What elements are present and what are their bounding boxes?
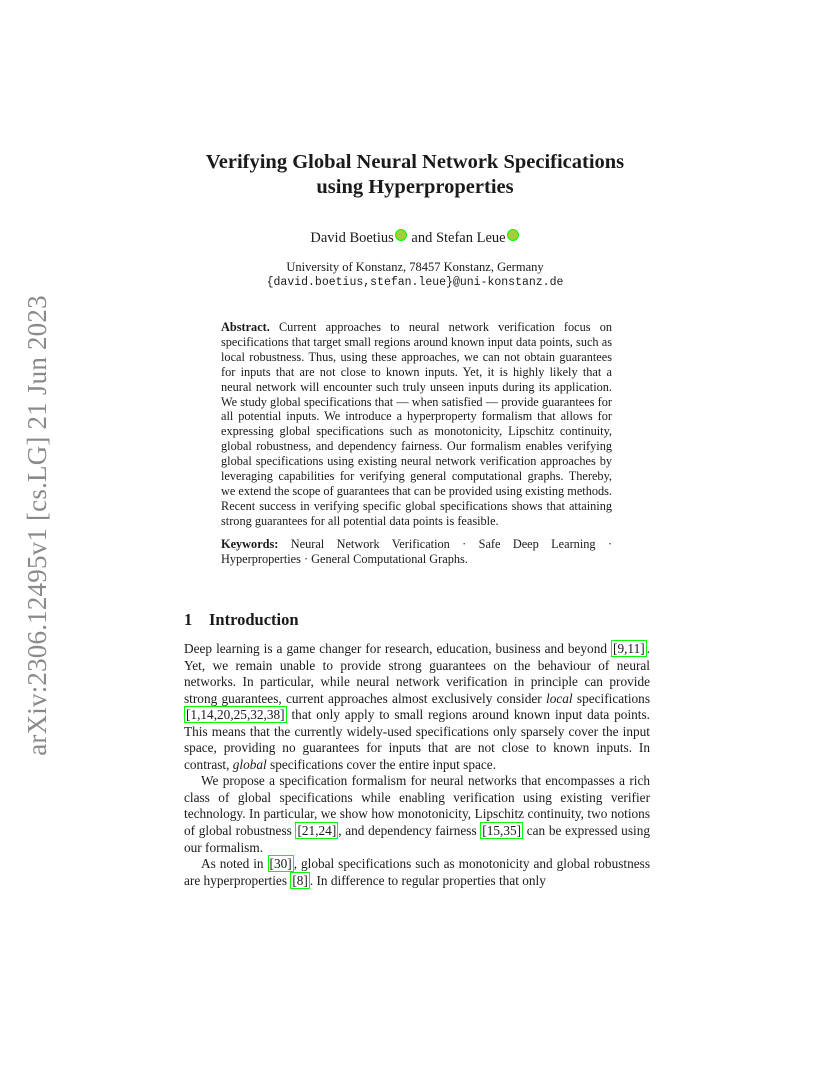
arxiv-identifier-text: arXiv:2306.12495v1 [cs.LG] 21 Jun 2023 <box>21 294 52 756</box>
text-run: . Yet, we remain unable to provide strong guarantees on the behaviour of neural networks. In particular, while neural network verification in principle can provide strong guarantees, current approaches almost exclusively consider <box>184 641 650 706</box>
citation-link[interactable]: [1,14,20,25,32,38] <box>186 707 285 723</box>
paragraph <box>184 773 650 856</box>
citation-link[interactable]: [8] <box>292 872 308 888</box>
citation-link[interactable]: [21,24] <box>297 823 337 839</box>
section-number: 1 <box>184 610 193 629</box>
keywords-paragraph <box>221 537 612 567</box>
abstract-label: Abstract. <box>221 320 270 334</box>
arxiv-identifier-stamp <box>20 290 54 760</box>
abstract-block <box>221 320 612 567</box>
paper-title <box>150 150 680 200</box>
citation-link[interactable]: [15,35] <box>482 823 522 839</box>
text-run: , global specifications such as monotonicity and global robustness are hyperproperties <box>184 856 650 888</box>
author-name: David Boetius <box>310 230 394 246</box>
section-heading <box>184 610 299 630</box>
text-run: , and dependency fairness <box>338 823 481 839</box>
author-name: Stefan Leue <box>435 230 506 246</box>
institution: University of Konstanz, 78457 Konstanz, Germany <box>286 260 544 274</box>
keywords-label: Keywords: <box>221 536 279 551</box>
keywords-text: Neural Network Verification · Safe Deep Learning · Hyperproperties · General Computational Graphs. <box>221 536 612 566</box>
text-run: that only apply to small regions around known input data points. This means that the currently widely-used specifications only sparsely cover the input space, providing no guarantees for inputs that are not close to known inputs. In contrast, <box>184 707 650 772</box>
text-run: specifications <box>572 690 650 706</box>
body-text <box>184 641 650 889</box>
text-run: We propose a specification formalism for neural networks that encompasses a rich class of global specifications while enabling verification using existing verifier technology. In particular, we show how monotonicity, Lipschitz continuity, two notions of global robustness <box>184 773 650 839</box>
text-run: specifications cover the entire input space. <box>266 756 497 772</box>
text-run: Deep learning is a game changer for research, education, business and beyond <box>184 641 612 656</box>
abstract-paragraph <box>221 320 612 529</box>
text-run: As noted in <box>201 856 268 872</box>
title-line-1: Verifying Global Neural Network Specifications <box>205 151 625 173</box>
section-title: Introduction <box>209 610 299 629</box>
text-run: can be expressed using our formalism. <box>184 823 650 855</box>
title-line-2: using Hyperproperties <box>316 176 514 198</box>
text-run: . In difference to regular properties that only <box>309 872 546 888</box>
orcid-icon[interactable] <box>395 229 407 241</box>
affiliation-block <box>180 259 650 291</box>
citation-link[interactable]: [9,11] <box>613 641 645 656</box>
author-email: {david.boetius,stefan.leue}@uni-konstanz.de <box>266 276 564 289</box>
citation-link[interactable]: [30] <box>269 856 292 872</box>
author-list <box>200 229 630 247</box>
author-connector: and <box>407 230 436 246</box>
paragraph <box>184 641 650 773</box>
paragraph <box>184 856 650 889</box>
orcid-icon[interactable] <box>507 229 519 241</box>
emphasis: local <box>546 690 573 706</box>
emphasis: global <box>232 756 267 772</box>
abstract-text: Current approaches to neural network verification focus on specifications that target small regions around known input data points, such as local robustness. Thus, using these approaches, we can not obtain guarantees for inputs that are not close to known inputs. Yet, it is highly likely that a neural network will encounter such truly unseen inputs during its application. We study global specifications that — when satisfied — provide guarantees for all potential inputs. We introduce a hyperproperty formalism that allows for expressing global specifications such as monotonicity, Lipschitz continuity, global robustness, and dependency fairness. Our formalism enables verifying global specifications using existing neural network verification approaches by leveraging capabilities for verifying general computational graphs. Thereby, we extend the scope of guarantees that can be provided using existing methods. Recent success in verifying specific global specifications shows that attaining strong guarantees for all potential data points is feasible. <box>221 320 612 528</box>
